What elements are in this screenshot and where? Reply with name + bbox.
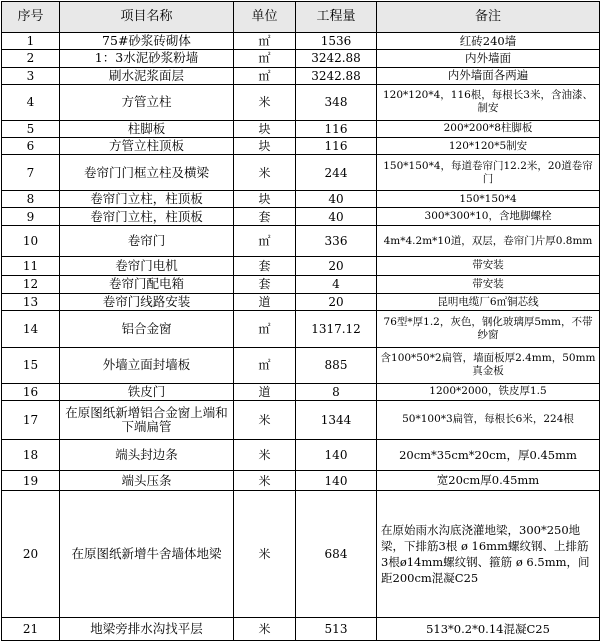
row-qty: 20: [296, 257, 377, 275]
row-remark: 内外墙面: [377, 50, 600, 67]
table-row: [2, 84, 600, 120]
row-unit: 米: [234, 439, 296, 471]
row-name: 卷帘门门框立柱及横梁: [60, 155, 234, 191]
table-row: [2, 225, 600, 257]
row-unit: 米: [234, 155, 296, 191]
row-no: 5: [2, 120, 60, 137]
table-row: [2, 138, 600, 155]
row-unit: 套: [234, 208, 296, 225]
row-qty: 3242.88: [296, 50, 377, 67]
row-unit: 块: [234, 191, 296, 208]
row-qty: 140: [296, 471, 377, 490]
row-qty: 140: [296, 439, 377, 471]
row-no: 18: [2, 439, 60, 471]
row-unit: 米: [234, 84, 296, 120]
table-row: [2, 120, 600, 137]
row-remark: 在原始雨水沟底浇灌地梁，300*250地梁，下排筋3根 ø 16mm螺纹钢、上排筋3根ø14mm螺纹钢、箍筋 ø 6.5mm，间距200cm混凝C25: [377, 490, 600, 618]
row-qty: 3242.88: [296, 67, 377, 84]
row-qty: 8: [296, 383, 377, 400]
row-qty: 116: [296, 138, 377, 155]
table-row: [2, 383, 600, 400]
row-unit: 块: [234, 138, 296, 155]
header-no: 序号: [2, 2, 60, 33]
row-remark: 4m*4.2m*10道，双层，卷帘门片厚0.8mm: [377, 225, 600, 257]
row-remark: 昆明电缆厂6㎡铜芯线: [377, 294, 600, 311]
row-name: 1：3水泥砂浆粉墙: [60, 50, 234, 67]
row-no: 21: [2, 618, 60, 641]
table-row: [2, 294, 600, 311]
row-qty: 336: [296, 225, 377, 257]
row-remark: 76型*厚1.2，灰色，钢化玻璃厚5mm，不带纱窗: [377, 311, 600, 348]
row-no: 20: [2, 490, 60, 618]
table-row: [2, 618, 600, 641]
row-unit: 米: [234, 490, 296, 618]
table-row: [2, 50, 600, 67]
row-no: 9: [2, 208, 60, 225]
row-no: 4: [2, 84, 60, 120]
quantity-table: [1, 1, 600, 641]
row-no: 11: [2, 257, 60, 275]
row-no: 15: [2, 348, 60, 384]
row-qty: 684: [296, 490, 377, 618]
row-unit: ㎡: [234, 33, 296, 50]
row-unit: 米: [234, 618, 296, 641]
row-qty: 885: [296, 348, 377, 384]
row-unit: 米: [234, 401, 296, 440]
row-remark: 宽20cm厚0.45mm: [377, 471, 600, 490]
row-name: 卷帘门: [60, 225, 234, 257]
row-no: 19: [2, 471, 60, 490]
row-remark: 513*0.2*0.14混凝C25: [377, 618, 600, 641]
row-unit: ㎡: [234, 67, 296, 84]
row-unit: ㎡: [234, 225, 296, 257]
row-unit: 道: [234, 294, 296, 311]
row-remark: 带安装: [377, 275, 600, 293]
row-remark: 20cm*35cm*20cm，厚0.45mm: [377, 439, 600, 471]
row-qty: 20: [296, 294, 377, 311]
table-row: [2, 257, 600, 275]
row-no: 10: [2, 225, 60, 257]
row-unit: ㎡: [234, 50, 296, 67]
header-unit: 单位: [234, 2, 296, 33]
row-remark: 150*150*4，每道卷帘门12.2米，20道卷帘门: [377, 155, 600, 191]
table-row: [2, 490, 600, 618]
row-unit: 块: [234, 120, 296, 137]
table-row: [2, 401, 600, 440]
row-remark: 内外墙面各两遍: [377, 67, 600, 84]
row-no: 2: [2, 50, 60, 67]
row-unit: 套: [234, 275, 296, 293]
header-name: 项目名称: [60, 2, 234, 33]
row-qty: 1344: [296, 401, 377, 440]
row-name: 地梁旁排水沟找平层: [60, 618, 234, 641]
row-unit: ㎡: [234, 348, 296, 384]
row-name: 卷帘门电机: [60, 257, 234, 275]
row-qty: 513: [296, 618, 377, 641]
row-no: 16: [2, 383, 60, 400]
row-unit: 米: [234, 471, 296, 490]
row-name: 75#砂浆砖砌体: [60, 33, 234, 50]
row-qty: 1317.12: [296, 311, 377, 348]
table-row: [2, 67, 600, 84]
table-row: [2, 439, 600, 471]
row-qty: 348: [296, 84, 377, 120]
row-qty: 116: [296, 120, 377, 137]
row-unit: ㎡: [234, 311, 296, 348]
row-remark: 120*120*4，116根，每根长3米，含油漆、制安: [377, 84, 600, 120]
row-remark: 120*120*5制安: [377, 138, 600, 155]
row-no: 6: [2, 138, 60, 155]
row-unit: 套: [234, 257, 296, 275]
row-qty: 40: [296, 208, 377, 225]
table-row: [2, 348, 600, 384]
row-no: 14: [2, 311, 60, 348]
row-qty: 1536: [296, 33, 377, 50]
row-name: 在原图纸新增牛舍墙体地梁: [60, 490, 234, 618]
row-name: 刷水泥浆面层: [60, 67, 234, 84]
row-remark: 红砖240墙: [377, 33, 600, 50]
row-name: 卷帘门配电箱: [60, 275, 234, 293]
table-row: [2, 191, 600, 208]
row-unit: 道: [234, 383, 296, 400]
row-no: 1: [2, 33, 60, 50]
row-name: 铁皮门: [60, 383, 234, 400]
table-row: [2, 275, 600, 293]
row-name: 柱脚板: [60, 120, 234, 137]
row-qty: 40: [296, 191, 377, 208]
table-row: [2, 311, 600, 348]
table-row: [2, 33, 600, 50]
row-no: 13: [2, 294, 60, 311]
row-name: 方管立柱顶板: [60, 138, 234, 155]
row-remark: 1200*2000，铁皮厚1.5: [377, 383, 600, 400]
row-no: 7: [2, 155, 60, 191]
header-row: [2, 2, 600, 33]
row-qty: 244: [296, 155, 377, 191]
row-name: 卷帘门立柱，柱顶板: [60, 208, 234, 225]
table-row: [2, 208, 600, 225]
row-no: 17: [2, 401, 60, 440]
row-remark: 含100*50*2扁管，墙面板厚2.4mm，50mm真金板: [377, 348, 600, 384]
row-name: 端头封边条: [60, 439, 234, 471]
row-name: 外墙立面封墙板: [60, 348, 234, 384]
row-remark: 200*200*8柱脚板: [377, 120, 600, 137]
table-row: [2, 155, 600, 191]
row-qty: 4: [296, 275, 377, 293]
row-name: 卷帘门线路安装: [60, 294, 234, 311]
row-remark: 50*100*3扁管，每根长6米，224根: [377, 401, 600, 440]
row-name: 卷帘门立柱，柱顶板: [60, 191, 234, 208]
row-name: 方管立柱: [60, 84, 234, 120]
row-name: 端头压条: [60, 471, 234, 490]
row-remark: 150*150*4: [377, 191, 600, 208]
row-no: 3: [2, 67, 60, 84]
row-no: 8: [2, 191, 60, 208]
row-no: 12: [2, 275, 60, 293]
row-remark: 300*300*10，含地脚螺栓: [377, 208, 600, 225]
header-qty: 工程量: [296, 2, 377, 33]
row-remark: 带安装: [377, 257, 600, 275]
row-name: 铝合金窗: [60, 311, 234, 348]
header-remark: 备注: [377, 2, 600, 33]
table-row: [2, 471, 600, 490]
row-name: 在原图纸新增铝合金窗上端和下端扁管: [60, 401, 234, 440]
